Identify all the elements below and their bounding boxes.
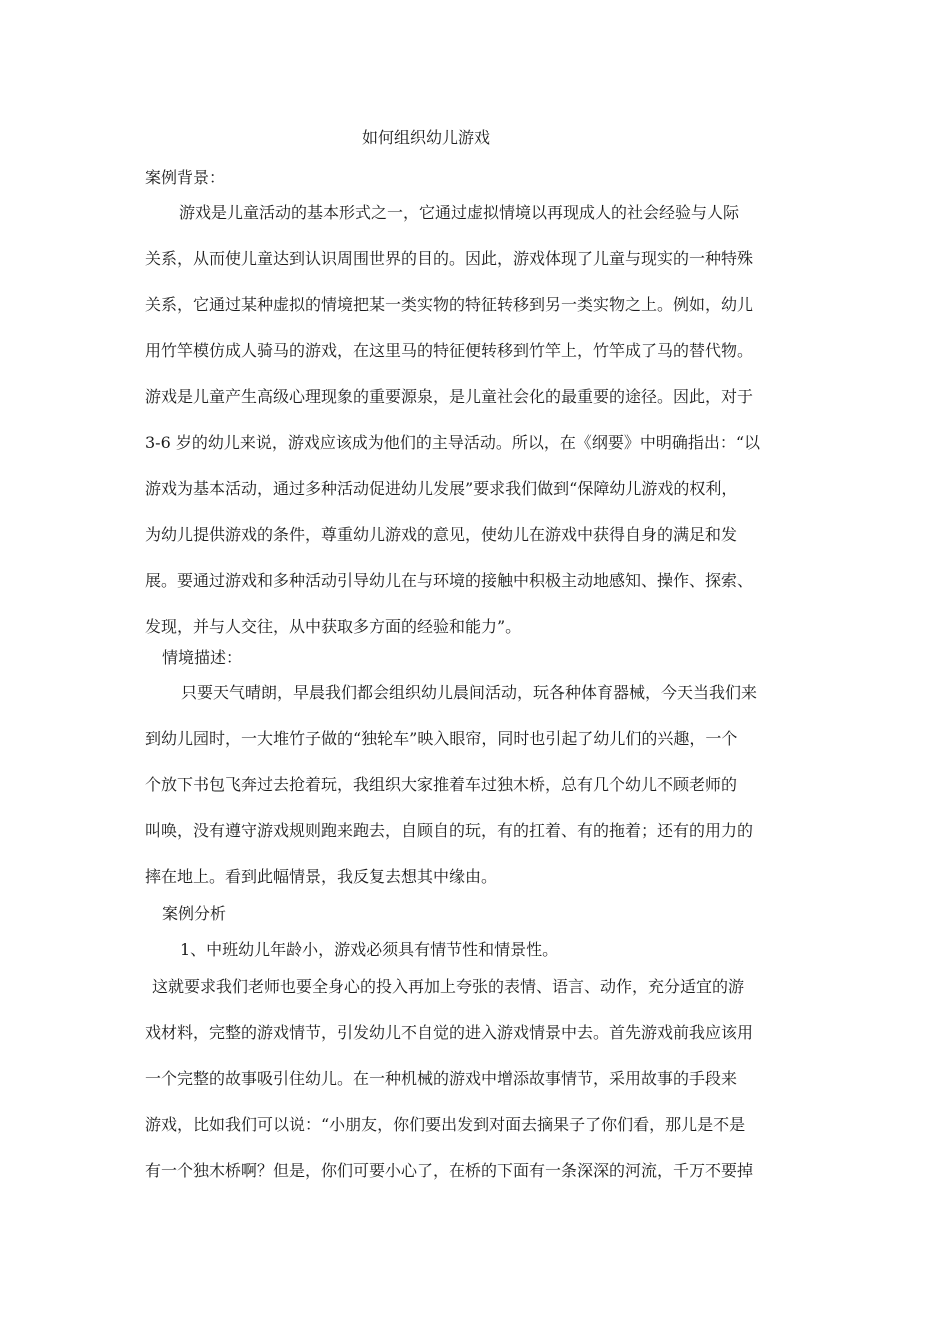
paragraph-line: 展。要通过游戏和多种活动引导幼儿在与环境的接触中积极主动地感知、操作、探索、	[145, 571, 754, 590]
paragraph-analysis	[145, 964, 811, 1194]
paragraph-line: 这就要求我们老师也要全身心的投入再加上夸张的表情、语言、动作，充分适宜的游	[152, 977, 745, 996]
paragraph-line: 3-6 岁的幼儿来说，游戏应该成为他们的主导活动。所以，在《纲要》中明确指出：“以	[145, 433, 761, 452]
paragraph-line: 游戏为基本活动，通过多种活动促进幼儿发展”要求我们做到“保障幼儿游戏的权利，	[145, 479, 738, 498]
section-heading-analysis: 案例分析	[162, 904, 227, 923]
paragraph-line: 游戏是儿童活动的基本形式之一，它通过虚拟情境以再现成人的社会经验与人际	[179, 203, 740, 222]
section-heading-background: 案例背景：	[145, 168, 226, 187]
analysis-point-1: 1、中班幼儿年龄小，游戏必须具有情节性和情景性。	[180, 940, 559, 959]
paragraph-line: 有一个独木桥啊？但是，你们可要小心了，在桥的下面有一条深深的河流，千万不要掉	[145, 1161, 754, 1180]
paragraph-line: 用竹竿模仿成人骑马的游戏，在这里马的特征便转移到竹竿上，竹竿成了马的替代物。	[145, 341, 754, 360]
paragraph-line: 一个完整的故事吸引住幼儿。在一种机械的游戏中增添故事情节，采用故事的手段来	[145, 1069, 738, 1088]
paragraph-line: 游戏是儿童产生高级心理现象的重要源泉，是儿童社会化的最重要的途径。因此，对于	[145, 387, 754, 406]
paragraph-line: 到幼儿园时，一大堆竹子做的“独轮车”映入眼帘，同时也引起了幼儿们的兴趣，一个	[145, 729, 738, 748]
section-heading-situation: 情境描述：	[162, 648, 243, 667]
page-title: 如何组织幼儿游戏	[362, 128, 491, 147]
paragraph-line: 叫唤，没有遵守游戏规则跑来跑去，自顾自的玩，有的扛着、有的拖着；还有的用力的	[145, 821, 754, 840]
paragraph-line: 为幼儿提供游戏的条件，尊重幼儿游戏的意见，使幼儿在游戏中获得自身的满足和发	[145, 525, 738, 544]
paragraph-line: 游戏，比如我们可以说：“小朋友，你们要出发到对面去摘果子了你们看，那儿是不是	[145, 1115, 746, 1134]
paragraph-line: 摔在地上。看到此幅情景，我反复去想其中缘由。	[145, 867, 498, 886]
paragraph-situation	[145, 670, 811, 900]
paragraph-line: 个放下书包飞奔过去抢着玩，我组织大家推着车过独木桥，总有几个幼儿不顾老师的	[145, 775, 738, 794]
paragraph-line: 发现，并与人交往，从中获取多方面的经验和能力”。	[145, 617, 522, 636]
paragraph-line: 戏材料，完整的游戏情节，引发幼儿不自觉的进入游戏情景中去。首先游戏前我应该用	[145, 1023, 754, 1042]
paragraph-line: 关系，它通过某种虚拟的情境把某一类实物的特征转移到另一类实物之上。例如，幼儿	[145, 295, 754, 314]
paragraph-line: 关系，从而使儿童达到认识周围世界的目的。因此，游戏体现了儿童与现实的一种特殊	[145, 249, 754, 268]
paragraph-line: 只要天气晴朗，早晨我们都会组织幼儿晨间活动，玩各种体育器械，今天当我们来	[181, 683, 758, 702]
paragraph-background	[145, 190, 811, 650]
